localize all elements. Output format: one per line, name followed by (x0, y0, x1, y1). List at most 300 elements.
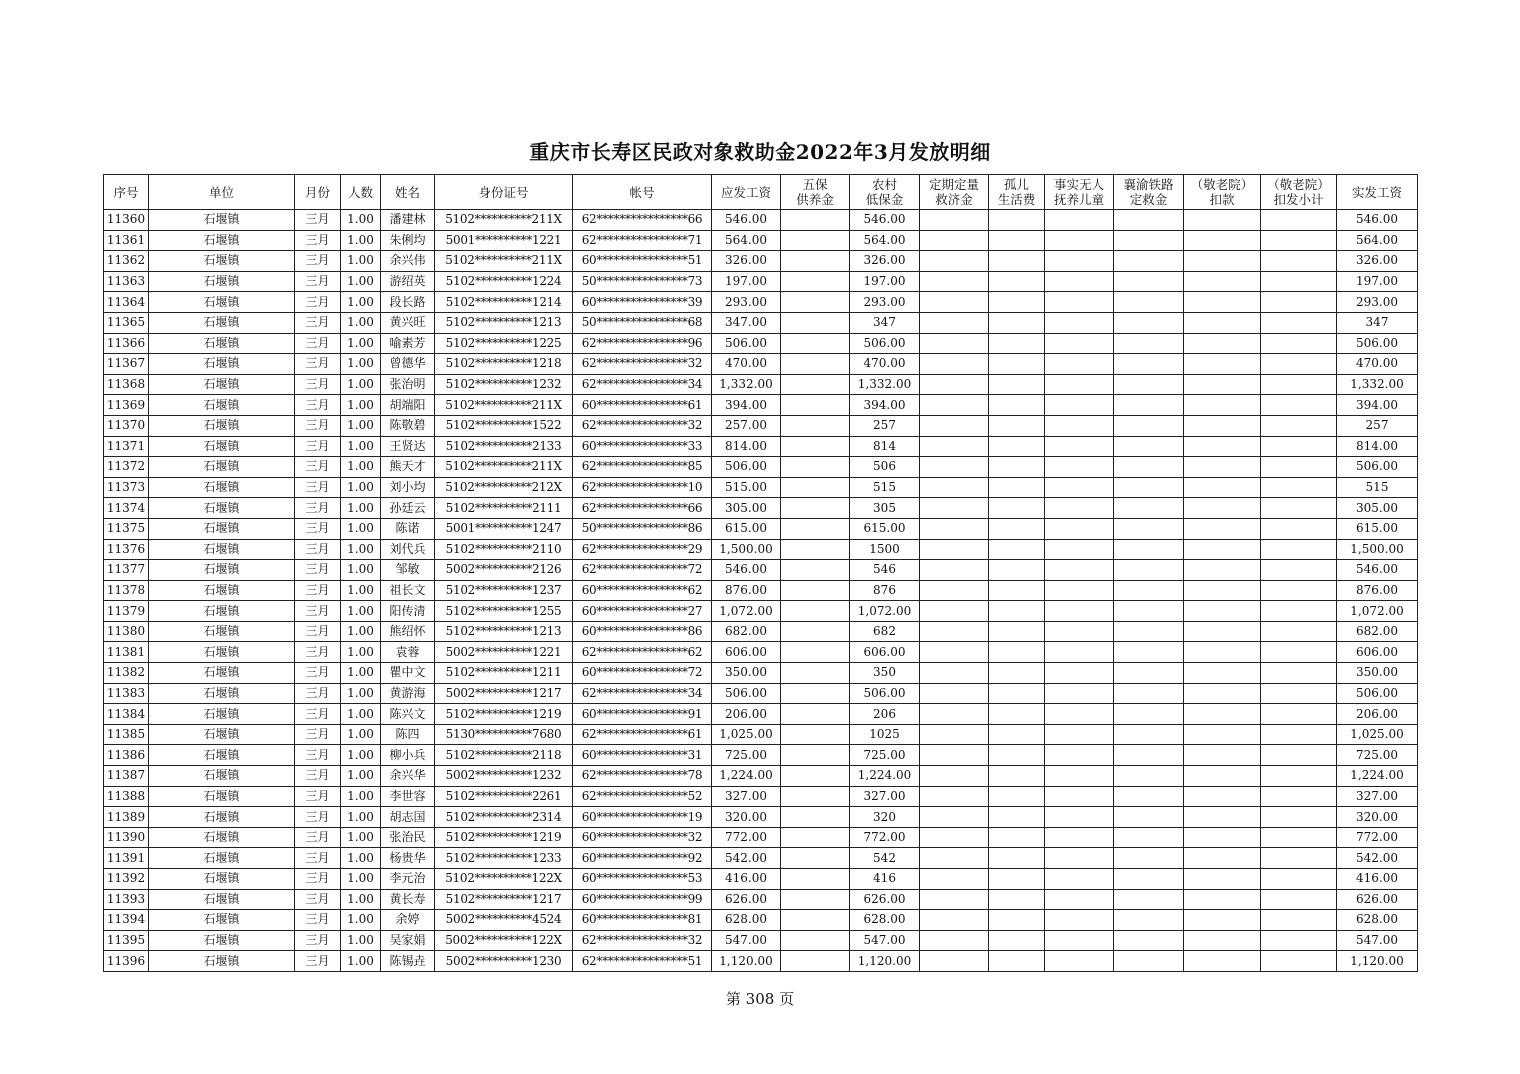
table-cell: 546.00 (1337, 560, 1418, 581)
table-cell (1261, 539, 1337, 560)
table-cell (1114, 930, 1184, 951)
table-cell: 5001**********1247 (435, 518, 573, 539)
table-cell: 347.00 (712, 312, 781, 333)
table-cell: 石堰镇 (149, 827, 295, 848)
table-cell: 三月 (295, 827, 341, 848)
table-cell (1045, 312, 1114, 333)
table-cell (1114, 210, 1184, 231)
table-cell (1184, 889, 1261, 910)
table-cell (781, 498, 850, 519)
table-cell (1114, 477, 1184, 498)
table-cell: 564.00 (712, 230, 781, 251)
table-cell (989, 230, 1045, 251)
table-cell (989, 498, 1045, 519)
table-cell: 320.00 (1337, 807, 1418, 828)
table-cell: 1.00 (341, 745, 381, 766)
table-cell: 5102**********1225 (435, 333, 573, 354)
table-cell: 11393 (104, 889, 149, 910)
column-header: 孤儿 生活费 (989, 175, 1045, 210)
table-cell (781, 436, 850, 457)
table-cell (781, 354, 850, 375)
table-cell: 11376 (104, 539, 149, 560)
table-cell (1114, 745, 1184, 766)
table-cell: 5102**********1214 (435, 292, 573, 313)
table-cell (1261, 663, 1337, 684)
table-cell: 5102**********1217 (435, 889, 573, 910)
table-cell (1045, 498, 1114, 519)
table-cell: 60****************61 (573, 395, 712, 416)
table-cell (1184, 869, 1261, 890)
table-cell: 1.00 (341, 292, 381, 313)
table-cell (920, 395, 989, 416)
table-cell: 725.00 (1337, 745, 1418, 766)
table-cell: 606.00 (850, 642, 920, 663)
table-cell (989, 395, 1045, 416)
table-cell: 60****************99 (573, 889, 712, 910)
table-cell: 547.00 (1337, 930, 1418, 951)
table-cell: 60****************39 (573, 292, 712, 313)
table-cell: 876.00 (1337, 580, 1418, 601)
table-row (104, 869, 1418, 890)
column-header: 五保 供养金 (781, 175, 850, 210)
table-cell: 5002**********1232 (435, 766, 573, 787)
table-cell (1114, 889, 1184, 910)
table-cell: 506.00 (712, 457, 781, 478)
table-cell: 11388 (104, 786, 149, 807)
table-cell (1114, 230, 1184, 251)
table-cell: 60****************86 (573, 621, 712, 642)
table-cell: 293.00 (1337, 292, 1418, 313)
table-row (104, 354, 1418, 375)
table-cell (781, 889, 850, 910)
table-row (104, 292, 1418, 313)
table-cell (781, 415, 850, 436)
table-cell (1184, 210, 1261, 231)
table-cell: 黄兴旺 (381, 312, 435, 333)
table-cell (989, 704, 1045, 725)
table-cell: 陈诺 (381, 518, 435, 539)
table-cell: 潘建林 (381, 210, 435, 231)
table-cell: 三月 (295, 457, 341, 478)
table-cell (920, 230, 989, 251)
table-cell (1184, 518, 1261, 539)
table-cell: 60****************92 (573, 848, 712, 869)
table-cell: 60****************19 (573, 807, 712, 828)
table-cell (1184, 683, 1261, 704)
table-cell: 60****************62 (573, 580, 712, 601)
table-cell (920, 951, 989, 972)
table-cell: 1,025.00 (1337, 724, 1418, 745)
table-cell (989, 683, 1045, 704)
table-cell: 772.00 (850, 827, 920, 848)
table-cell (1184, 230, 1261, 251)
table-cell (1114, 292, 1184, 313)
table-cell (1045, 477, 1114, 498)
table-row (104, 251, 1418, 272)
table-cell (989, 271, 1045, 292)
table-cell (781, 395, 850, 416)
table-cell: 吴家娟 (381, 930, 435, 951)
table-cell: 1.00 (341, 827, 381, 848)
table-cell: 1,025.00 (712, 724, 781, 745)
table-cell: 11381 (104, 642, 149, 663)
table-cell (1261, 354, 1337, 375)
table-cell: 1.00 (341, 415, 381, 436)
table-cell: 1.00 (341, 498, 381, 519)
table-cell: 197.00 (712, 271, 781, 292)
table-cell: 11372 (104, 457, 149, 478)
table-cell (1114, 766, 1184, 787)
table-cell: 5102**********1213 (435, 312, 573, 333)
table-row (104, 601, 1418, 622)
table-cell: 1,072.00 (712, 601, 781, 622)
table-cell (1045, 951, 1114, 972)
column-header: 襄渝铁路 定救金 (1114, 175, 1184, 210)
table-cell (1261, 807, 1337, 828)
table-cell (781, 704, 850, 725)
table-cell: 5001**********1221 (435, 230, 573, 251)
table-cell: 814.00 (1337, 436, 1418, 457)
table-cell (1184, 704, 1261, 725)
table-cell (1045, 580, 1114, 601)
table-cell: 1.00 (341, 210, 381, 231)
table-cell: 刘代兵 (381, 539, 435, 560)
table-cell: 1.00 (341, 889, 381, 910)
table-cell: 682 (850, 621, 920, 642)
table-cell: 三月 (295, 580, 341, 601)
table-cell: 三月 (295, 395, 341, 416)
table-row (104, 312, 1418, 333)
table-cell (1184, 354, 1261, 375)
table-cell: 506 (850, 457, 920, 478)
table-cell: 石堰镇 (149, 292, 295, 313)
table-cell: 11395 (104, 930, 149, 951)
table-cell: 喻素芳 (381, 333, 435, 354)
table-cell (1114, 518, 1184, 539)
table-cell (920, 251, 989, 272)
table-cell (1184, 642, 1261, 663)
table-cell (920, 477, 989, 498)
table-cell: 682.00 (712, 621, 781, 642)
table-cell: 1.00 (341, 230, 381, 251)
table-cell (920, 271, 989, 292)
table-cell: 黄长寿 (381, 889, 435, 910)
table-cell (989, 436, 1045, 457)
table-cell: 石堰镇 (149, 333, 295, 354)
table-cell (1045, 251, 1114, 272)
table-cell: 石堰镇 (149, 807, 295, 828)
table-cell (920, 518, 989, 539)
table-cell (1261, 910, 1337, 931)
table-cell: 1.00 (341, 312, 381, 333)
table-cell: 506.00 (712, 333, 781, 354)
table-cell: 三月 (295, 786, 341, 807)
table-row (104, 395, 1418, 416)
table-cell: 626.00 (1337, 889, 1418, 910)
table-cell (1184, 271, 1261, 292)
table-cell: 11394 (104, 910, 149, 931)
table-cell: 416.00 (1337, 869, 1418, 890)
table-row (104, 642, 1418, 663)
table-cell: 三月 (295, 292, 341, 313)
table-cell: 李元治 (381, 869, 435, 890)
table-cell (1261, 271, 1337, 292)
table-cell (1261, 786, 1337, 807)
table-cell: 62****************61 (573, 724, 712, 745)
table-cell: 石堰镇 (149, 621, 295, 642)
table-cell: 杨贵华 (381, 848, 435, 869)
table-cell (1045, 827, 1114, 848)
table-cell (1114, 271, 1184, 292)
table-cell: 11389 (104, 807, 149, 828)
table-row (104, 766, 1418, 787)
table-row (104, 415, 1418, 436)
table-cell: 11383 (104, 683, 149, 704)
table-cell: 5002**********2126 (435, 560, 573, 581)
table-cell: 石堰镇 (149, 951, 295, 972)
table-cell: 257.00 (712, 415, 781, 436)
table-cell: 876.00 (712, 580, 781, 601)
table-cell (920, 704, 989, 725)
table-cell: 石堰镇 (149, 869, 295, 890)
table-cell: 564.00 (1337, 230, 1418, 251)
column-header: 帐号 (573, 175, 712, 210)
table-cell (989, 745, 1045, 766)
table-cell: 11387 (104, 766, 149, 787)
table-cell: 416.00 (712, 869, 781, 890)
table-cell: 62****************51 (573, 951, 712, 972)
table-cell (989, 827, 1045, 848)
table-cell: 5102**********1233 (435, 848, 573, 869)
table-cell: 347 (1337, 312, 1418, 333)
table-cell: 三月 (295, 560, 341, 581)
table-cell: 三月 (295, 621, 341, 642)
table-row (104, 889, 1418, 910)
table-cell (920, 766, 989, 787)
table-cell (1114, 333, 1184, 354)
table-cell (1184, 745, 1261, 766)
table-cell (989, 724, 1045, 745)
table-cell (920, 374, 989, 395)
table-cell (1114, 415, 1184, 436)
table-cell: 506.00 (1337, 683, 1418, 704)
table-cell (920, 621, 989, 642)
table-cell: 62****************10 (573, 477, 712, 498)
table-cell: 506.00 (712, 683, 781, 704)
table-cell: 石堰镇 (149, 415, 295, 436)
table-cell (781, 271, 850, 292)
table-cell: 5102**********1219 (435, 827, 573, 848)
table-cell: 515.00 (712, 477, 781, 498)
column-header: 人数 (341, 175, 381, 210)
table-cell: 546 (850, 560, 920, 581)
table-cell: 628.00 (1337, 910, 1418, 931)
table-cell: 王贤达 (381, 436, 435, 457)
table-cell (1114, 251, 1184, 272)
table-cell (1045, 292, 1114, 313)
table-cell (1261, 210, 1337, 231)
table-cell (1114, 683, 1184, 704)
table-cell: 石堰镇 (149, 930, 295, 951)
table-row (104, 477, 1418, 498)
table-cell: 350.00 (1337, 663, 1418, 684)
table-cell (781, 930, 850, 951)
table-cell: 1,224.00 (1337, 766, 1418, 787)
table-cell: 546.00 (850, 210, 920, 231)
table-cell: 11365 (104, 312, 149, 333)
table-cell: 1.00 (341, 848, 381, 869)
table-cell: 11368 (104, 374, 149, 395)
table-cell: 327.00 (1337, 786, 1418, 807)
table-cell: 11386 (104, 745, 149, 766)
table-cell: 506.00 (850, 333, 920, 354)
table-cell: 546.00 (1337, 210, 1418, 231)
table-cell (1261, 333, 1337, 354)
table-cell (1045, 560, 1114, 581)
table-cell (1114, 704, 1184, 725)
table-cell (781, 457, 850, 478)
table-cell (920, 539, 989, 560)
table-cell: 682.00 (1337, 621, 1418, 642)
table-cell (1261, 889, 1337, 910)
table-cell: 11362 (104, 251, 149, 272)
table-cell (989, 374, 1045, 395)
table-cell (1261, 415, 1337, 436)
table-cell: 1500 (850, 539, 920, 560)
table-cell: 石堰镇 (149, 498, 295, 519)
table-cell: 石堰镇 (149, 518, 295, 539)
column-header: 姓名 (381, 175, 435, 210)
table-cell: 11377 (104, 560, 149, 581)
table-cell (1045, 415, 1114, 436)
table-cell: 三月 (295, 951, 341, 972)
table-row (104, 230, 1418, 251)
table-cell: 470.00 (1337, 354, 1418, 375)
table-cell (1261, 436, 1337, 457)
table-cell: 三月 (295, 724, 341, 745)
table-cell: 305.00 (1337, 498, 1418, 519)
table-cell: 326.00 (712, 251, 781, 272)
table-cell: 1.00 (341, 333, 381, 354)
table-cell: 石堰镇 (149, 539, 295, 560)
table-cell: 熊天才 (381, 457, 435, 478)
table-row (104, 518, 1418, 539)
table-row (104, 621, 1418, 642)
table-cell: 石堰镇 (149, 704, 295, 725)
table-row (104, 436, 1418, 457)
table-cell (1114, 786, 1184, 807)
table-cell (1261, 292, 1337, 313)
table-row (104, 498, 1418, 519)
table-cell: 5102**********1224 (435, 271, 573, 292)
table-cell (989, 869, 1045, 890)
table-cell: 628.00 (712, 910, 781, 931)
table-cell: 11367 (104, 354, 149, 375)
table-cell (1184, 477, 1261, 498)
table-cell (1184, 251, 1261, 272)
table-cell (1114, 910, 1184, 931)
table-cell: 5102**********2111 (435, 498, 573, 519)
table-cell (1045, 930, 1114, 951)
table-cell (1261, 869, 1337, 890)
table-cell: 1,332.00 (712, 374, 781, 395)
table-cell: 62****************34 (573, 374, 712, 395)
table-cell (1184, 395, 1261, 416)
table-cell: 60****************32 (573, 827, 712, 848)
table-cell: 1.00 (341, 621, 381, 642)
table-cell: 606.00 (712, 642, 781, 663)
column-header: 月份 (295, 175, 341, 210)
table-cell: 1.00 (341, 539, 381, 560)
table-cell (1045, 354, 1114, 375)
table-cell (1261, 498, 1337, 519)
table-cell: 石堰镇 (149, 210, 295, 231)
table-cell (781, 560, 850, 581)
table-cell: 三月 (295, 745, 341, 766)
table-cell (1261, 518, 1337, 539)
table-body (104, 210, 1418, 972)
table-cell (1261, 457, 1337, 478)
table-cell: 5002**********1230 (435, 951, 573, 972)
table-cell: 1.00 (341, 601, 381, 622)
table-cell: 1.00 (341, 251, 381, 272)
table-cell (781, 518, 850, 539)
table-cell (1045, 807, 1114, 828)
table-row (104, 724, 1418, 745)
table-cell (1184, 807, 1261, 828)
table-cell (1261, 374, 1337, 395)
table-cell: 三月 (295, 210, 341, 231)
table-cell: 1.00 (341, 786, 381, 807)
table-cell: 62****************52 (573, 786, 712, 807)
table-cell: 石堰镇 (149, 786, 295, 807)
table-cell (1045, 395, 1114, 416)
table-cell: 546.00 (712, 210, 781, 231)
table-cell: 206 (850, 704, 920, 725)
column-header: （敬老院） 扣款 (1184, 175, 1261, 210)
table-cell (1184, 333, 1261, 354)
table-cell: 三月 (295, 251, 341, 272)
table-cell: 1,224.00 (712, 766, 781, 787)
table-cell (920, 642, 989, 663)
table-cell: 5102**********1237 (435, 580, 573, 601)
table-cell (1261, 827, 1337, 848)
table-cell: 5102**********211X (435, 251, 573, 272)
table-cell (920, 745, 989, 766)
table-cell (989, 210, 1045, 231)
table-cell: 506.00 (850, 683, 920, 704)
table-cell: 62****************72 (573, 560, 712, 581)
table-cell (920, 869, 989, 890)
table-cell: 62****************29 (573, 539, 712, 560)
table-row (104, 704, 1418, 725)
table-row (104, 827, 1418, 848)
table-cell: 394.00 (1337, 395, 1418, 416)
table-cell: 11366 (104, 333, 149, 354)
table-cell: 628.00 (850, 910, 920, 931)
table-cell (1184, 457, 1261, 478)
table-cell (781, 580, 850, 601)
table-cell: 石堰镇 (149, 601, 295, 622)
table-header-row (104, 175, 1418, 210)
table-cell: 11363 (104, 271, 149, 292)
table-cell (1261, 580, 1337, 601)
table-cell (989, 354, 1045, 375)
table-cell: 1.00 (341, 374, 381, 395)
table-row (104, 580, 1418, 601)
table-cell (1114, 601, 1184, 622)
table-cell: 5102**********2118 (435, 745, 573, 766)
